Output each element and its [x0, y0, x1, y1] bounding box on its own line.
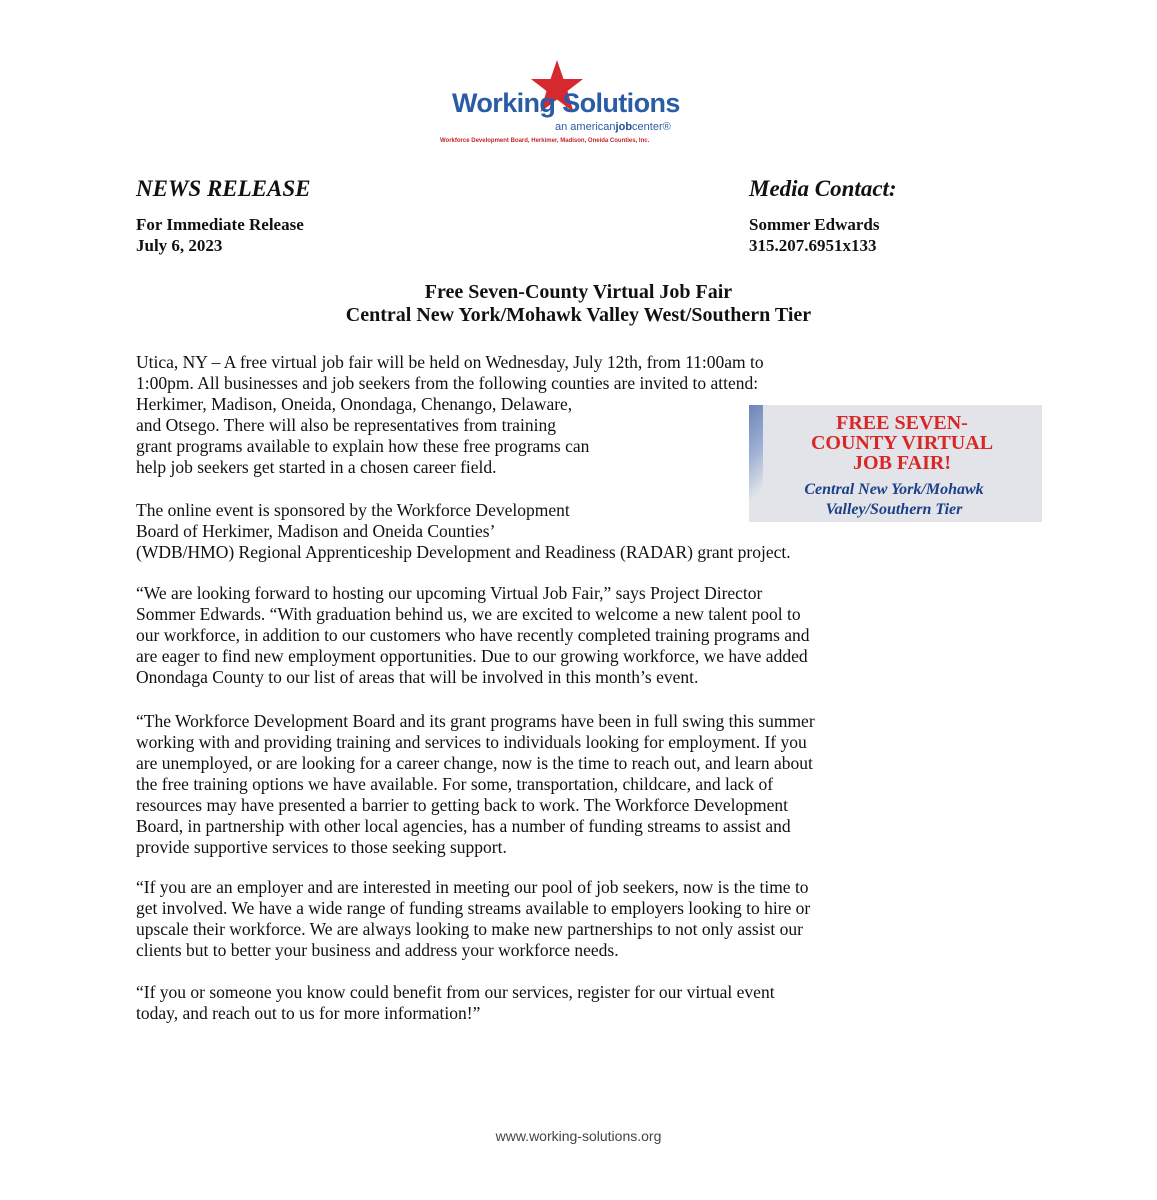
footer-url[interactable]: www.working-solutions.org [495, 1128, 662, 1144]
release-date: July 6, 2023 [136, 236, 223, 255]
logo-tagline: an americanjobcenter® [555, 121, 671, 133]
working-solutions-logo [440, 58, 720, 153]
banner-title: FREE SEVEN- COUNTY VIRTUAL JOB FAIR! [810, 412, 994, 474]
banner-subtitle: Central New York/Mohawk Valley/Southern Tier [804, 481, 984, 518]
release-info [136, 176, 311, 256]
paragraph-intro-counties: Herkimer, Madison, Oneida, Onondaga, Chenango, Delaware, and Otsego. There will also be representatives from training grant programs available to explain how these free programs can help job seekers get started in a chosen career field. [136, 394, 590, 477]
contact-phone: 315.207.6951x133 [749, 236, 877, 255]
headline-line-2: Central New York/Mohawk Valley West/Southern Tier [345, 304, 812, 326]
paragraph-quote-director: “We are looking forward to hosting our upcoming Virtual Job Fair,” says Project Director Sommer Edwards. “With graduation behind us, we are excited to welcome a new talent pool to our workforce, in addition to our customers who have recently completed training programs and are eager to find new employment opportunities. Due to our growing workforce, we have added Onondaga County to our list of areas that will be involved in this month’s event. [136, 583, 810, 687]
paragraph-quote-board: “The Workforce Development Board and its grant programs have been in full swing this summer working with and providing training and services to individuals looking for employment. If you are unemployed, or are looking for a career change, now is the time to reach out, and learn about the free training options we have available. For some, transportation, childcare, and lack of resources may have presented a barrier to getting back to work. The Workforce Development Board, in partnership with other local agencies, has a number of funding streams to assist and provide supportive services to those seeking support. [136, 711, 815, 857]
headline [0, 281, 1157, 327]
news-release-title: NEWS RELEASE [136, 176, 311, 201]
paragraph-sponsor: The online event is sponsored by the Workforce Development Board of Herkimer, Madison and Oneida Counties’ (WDB/HMO) Regional Apprenticeship Development and Readiness (RADAR) grant project. [136, 500, 791, 562]
paragraph-quote-closing: “If you or someone you know could benefit from our services, register for our virtual event today, and reach out to us for more information!” [136, 982, 775, 1023]
immediate-release-label: For Immediate Release [136, 215, 304, 234]
contact-name: Sommer Edwards [749, 215, 880, 234]
headline-line-1: Free Seven-County Virtual Job Fair [424, 281, 733, 303]
logo-brand-name: Working Solutions [452, 88, 680, 118]
paragraph-quote-employers: “If you are an employer and are interested in meeting our pool of job seekers, now is the time to get involved. We have a wide range of funding streams available to employers looking to hire or upscale their workforce. We are always looking to make new partnerships to not only assist our clients but to better your business and address your workforce needs. [136, 877, 811, 960]
logo-subtitle: Workforce Development Board, Herkimer, Madison, Oneida Counties, Inc. [440, 138, 650, 144]
paragraph-intro: Utica, NY – A free virtual job fair will be held on Wednesday, July 12th, from 11:00am to 1:00pm. All businesses and job seekers from the following counties are invited to attend: [136, 352, 764, 393]
media-contact-title: Media Contact: [749, 176, 897, 201]
media-contact [749, 176, 897, 256]
